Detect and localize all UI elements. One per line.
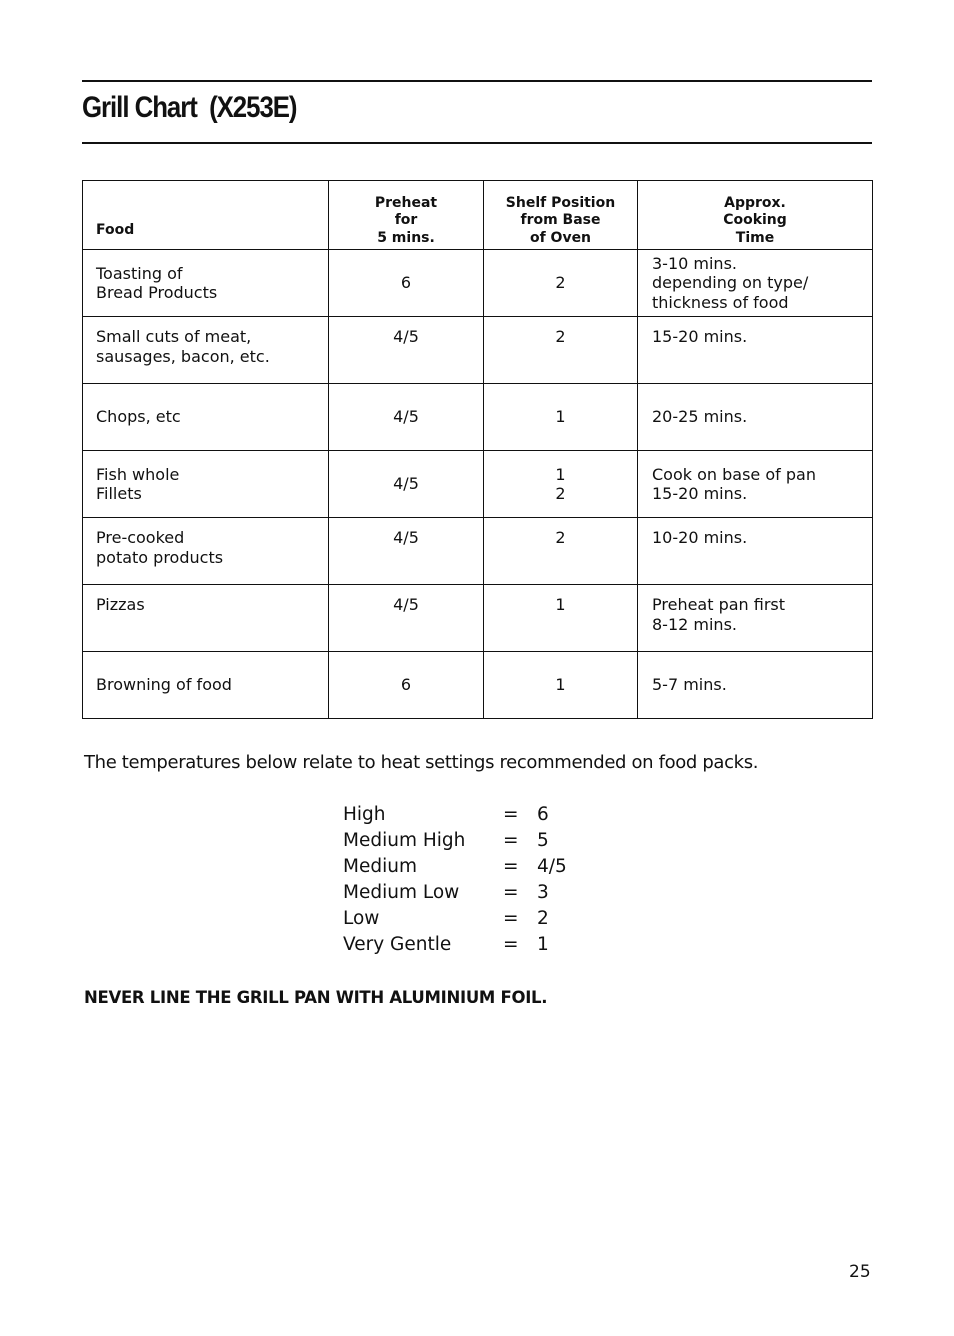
time-cell <box>638 451 873 518</box>
equals-sign: = <box>503 934 519 955</box>
shelf-cell <box>484 585 638 652</box>
shelf-line: 1 <box>555 675 566 695</box>
page-number: 25 <box>849 1262 871 1282</box>
equals-sign: = <box>503 882 519 903</box>
preheat-cell: 4/5 <box>329 384 484 451</box>
table-header-row <box>83 181 873 250</box>
setting-value: 2 <box>537 908 549 929</box>
time-cell <box>638 518 873 585</box>
food-line: Toasting of <box>96 263 183 283</box>
setting-value: 6 <box>537 804 549 825</box>
food-line: Bread Products <box>96 283 218 302</box>
time-line: 3-10 mins. <box>652 253 737 273</box>
food-cell <box>83 652 329 719</box>
header-preheat-line: for <box>394 212 418 228</box>
food-cell <box>83 518 329 585</box>
setting-row <box>343 932 597 958</box>
shelf-line: 1 <box>555 407 566 427</box>
time-line: 20-25 mins. <box>652 407 748 427</box>
preheat-cell: 6 <box>329 652 484 719</box>
table-row <box>83 652 873 719</box>
title-bottom-rule <box>82 142 872 144</box>
header-time-line: Time <box>735 229 775 246</box>
shelf-cell <box>484 518 638 585</box>
setting-value: 5 <box>537 830 549 851</box>
header-time-line: Cooking <box>723 212 787 228</box>
preheat-cell: 4/5 <box>329 518 484 585</box>
time-line: Preheat pan first <box>652 595 786 614</box>
setting-row <box>343 828 597 854</box>
time-cell <box>638 384 873 451</box>
header-food: Food <box>83 181 329 250</box>
header-preheat-line: 5 mins. <box>377 229 435 246</box>
header-shelf-line: from Base <box>520 212 601 228</box>
equals-sign: = <box>503 804 519 825</box>
food-cell <box>83 451 329 518</box>
table-row <box>83 384 873 451</box>
header-shelf <box>484 181 638 250</box>
equals-sign: = <box>503 856 519 877</box>
header-preheat <box>329 181 484 250</box>
setting-name: Low <box>343 908 380 929</box>
shelf-line: 1 <box>555 595 566 614</box>
grill-chart-table <box>82 180 873 719</box>
title-top-rule <box>82 80 872 82</box>
setting-row <box>343 802 597 828</box>
time-line: Cook on base of pan <box>652 464 816 484</box>
time-cell <box>638 652 873 719</box>
preheat-cell: 4/5 <box>329 585 484 652</box>
food-line: Fish whole <box>96 464 180 484</box>
food-line: Fillets <box>96 484 142 503</box>
food-line: Small cuts of meat, <box>96 327 252 346</box>
foil-warning: NEVER LINE THE GRILL PAN WITH ALUMINIUM FOIL. <box>84 988 548 1007</box>
time-line: 15-20 mins. <box>652 484 748 503</box>
header-time-line: Approx. <box>724 194 786 211</box>
heat-settings-list <box>343 802 597 958</box>
page-title: Grill Chart (X253E) <box>82 91 297 124</box>
table-row <box>83 250 873 317</box>
time-line: 8-12 mins. <box>652 614 737 634</box>
food-line: Pizzas <box>96 595 145 614</box>
setting-row <box>343 880 597 906</box>
setting-row <box>343 906 597 932</box>
table-row <box>83 518 873 585</box>
time-cell <box>638 250 873 317</box>
time-line: 10-20 mins. <box>652 528 748 547</box>
table-row <box>83 585 873 652</box>
preheat-cell: 4/5 <box>329 451 484 518</box>
header-time <box>638 181 873 250</box>
shelf-line: 2 <box>555 273 566 293</box>
shelf-cell <box>484 384 638 451</box>
shelf-cell <box>484 451 638 518</box>
setting-value: 3 <box>537 882 549 903</box>
preheat-cell: 4/5 <box>329 317 484 384</box>
preheat-cell: 6 <box>329 250 484 317</box>
shelf-cell <box>484 250 638 317</box>
header-shelf-line: Shelf Position <box>505 194 616 211</box>
food-cell <box>83 384 329 451</box>
time-line: thickness of food <box>652 292 789 312</box>
time-cell <box>638 317 873 384</box>
header-shelf-line: of Oven <box>529 229 592 246</box>
food-cell <box>83 250 329 317</box>
header-preheat-line: Preheat <box>374 194 438 211</box>
setting-name: Medium <box>343 856 417 877</box>
shelf-line: 1 <box>555 464 566 484</box>
setting-value: 1 <box>537 934 549 955</box>
time-cell <box>638 585 873 652</box>
shelf-line: 2 <box>555 528 566 547</box>
table-row <box>83 317 873 384</box>
shelf-cell <box>484 652 638 719</box>
shelf-line: 2 <box>555 484 566 503</box>
setting-name: Medium Low <box>343 882 460 903</box>
setting-name: High <box>343 804 386 825</box>
food-cell <box>83 585 329 652</box>
shelf-cell <box>484 317 638 384</box>
food-line: Browning of food <box>96 675 232 695</box>
food-cell <box>83 317 329 384</box>
food-line: sausages, bacon, etc. <box>96 346 270 366</box>
time-line: 15-20 mins. <box>652 327 748 346</box>
setting-value: 4/5 <box>537 856 567 877</box>
food-line: Chops, etc <box>96 407 181 427</box>
time-line: 5-7 mins. <box>652 675 727 695</box>
food-line: Pre-cooked <box>96 528 185 547</box>
equals-sign: = <box>503 908 519 929</box>
temperature-intro-text: The temperatures below relate to heat settings recommended on food packs. <box>84 752 759 773</box>
equals-sign: = <box>503 830 519 851</box>
setting-row <box>343 854 597 880</box>
time-line: depending on type/ <box>652 273 809 293</box>
table-row <box>83 451 873 518</box>
shelf-line: 2 <box>555 327 566 346</box>
setting-name: Very Gentle <box>343 934 452 955</box>
food-line: potato products <box>96 547 224 567</box>
setting-name: Medium High <box>343 830 466 851</box>
